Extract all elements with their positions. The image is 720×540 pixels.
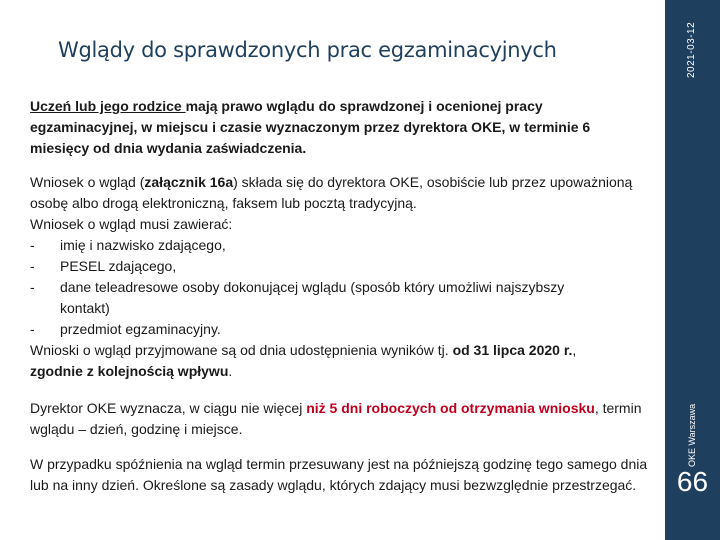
organization-label: OKE Warszawa (687, 403, 697, 467)
rights-text: mają prawo wglądu do sprawdzonej i ocenionej pracy egzaminacyjnej, w miejscu i czasie wyznaczonym przez dyrektora OKE, w terminie 6 miesięcy od dnia wydania zaświadczenia. (30, 98, 591, 156)
deadline-paragraph: Dyrektor OKE wyznacza, w ciągu nie więcej niż 5 dni roboczych od otrzymania wniosku, termin wglądu – dzień, godzinę i miejsce. (30, 400, 642, 437)
list-item: - PESEL zdającego, (30, 256, 650, 277)
list-item: - imię i nazwisko zdającego, (30, 235, 650, 256)
page-title: Wglądy do sprawdzonych prac egzaminacyjnych (58, 38, 557, 62)
accepted-date: od 31 lipca 2020 r. (452, 342, 573, 358)
request-accepted: Wnioski o wgląd przyjmowane są od dnia udostępnienia wyników tj. od 31 lipca 2020 r., (30, 342, 577, 358)
list-dash: - (30, 279, 35, 295)
slide-date: 2021-03-12 (686, 21, 697, 78)
request-intro: Wniosek o wgląd (załącznik 16a) składa się do dyrektora OKE, osobiście lub przez upoważnioną osobę albo drogą elektroniczną, faksem lub pocztą tradycyjną. (30, 174, 633, 211)
request-section (30, 172, 650, 382)
list-dash: - (30, 237, 35, 253)
delay-paragraph: W przypadku spóźnienia na wgląd termin przesuwany jest na późniejszą godzinę tego samego dnia lub na inny dzień. Określone są zasady wglądu, których zdający musi bezwzględnie przestrzegać. (30, 456, 648, 493)
page-number: 66 (676, 466, 709, 497)
list-dash: - (30, 321, 35, 337)
deadline-highlight: niż 5 dni roboczych od otrzymania wniosku (306, 400, 595, 416)
list-item: - przedmiot egzaminacyjny. (30, 319, 650, 340)
rights-subject: Uczeń lub jego rodzice (30, 98, 186, 114)
request-must-contain: Wniosek o wgląd musi zawierać: (30, 216, 233, 232)
rights-paragraph (30, 96, 650, 159)
list-item: - dane teleadresowe osoby dokonującej wglądu (sposób który umożliwi najszybszy (30, 277, 650, 298)
list-item-continuation: kontakt) (60, 300, 110, 316)
request-order: zgodnie z kolejnością wpływu. (30, 363, 233, 379)
list-dash: - (30, 258, 35, 274)
attachment-ref: załącznik 16a (144, 174, 234, 190)
